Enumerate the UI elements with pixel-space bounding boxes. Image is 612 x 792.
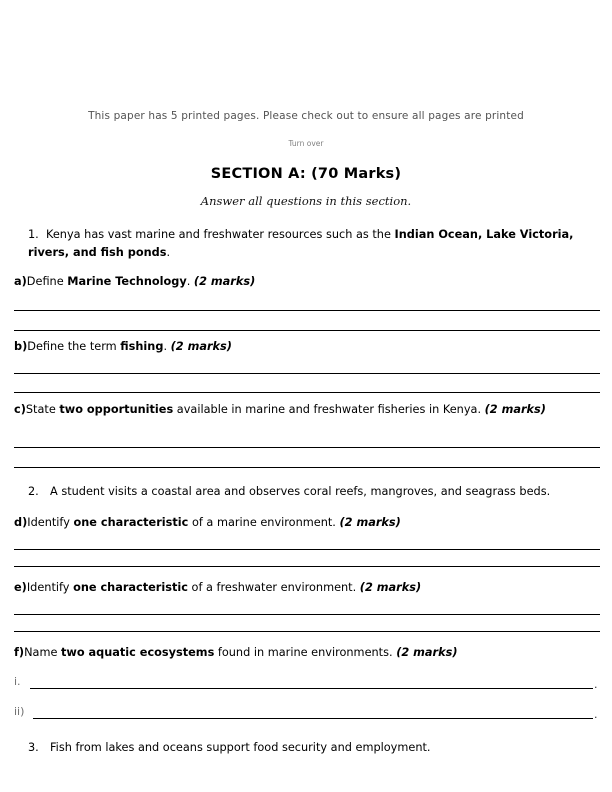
question-3-stem [28,739,586,757]
part-c-lead: State [25,403,60,416]
part-b-label: b) [14,340,28,353]
section-title: SECTION A: (70 Marks) [210,166,402,182]
part-e [14,581,421,594]
answer-line[interactable] [14,566,600,567]
blank-label-i: i. [14,675,21,688]
question-1-text-bold: Indian Ocean, Lake Victoria, rivers, and fish ponds [28,228,574,259]
part-a-lead: Define [26,275,68,288]
answer-line[interactable] [14,447,600,448]
answer-line[interactable] [14,467,600,468]
answer-line[interactable] [14,549,600,550]
answer-line[interactable] [14,373,600,374]
part-f-label: f) [14,646,25,659]
part-f [14,646,458,659]
part-c-label: c) [14,403,26,416]
question-1-stem [28,226,586,262]
part-b-marks: (2 marks) [170,340,232,353]
answer-line[interactable] [14,330,600,331]
part-f-lead: Name [24,646,61,659]
part-b-lead: Define the term [27,340,121,353]
part-a [14,275,255,288]
part-d-lead: Identify [27,516,74,529]
part-c-bold: two opportunities [59,403,174,416]
part-e-bold: one characteristic [73,581,188,594]
turn-over-note: Turn over [288,139,324,148]
part-a-label: a) [14,275,27,288]
answer-line-ii[interactable] [33,718,593,719]
part-d [14,516,401,529]
answer-line[interactable] [14,392,600,393]
section-instruction: Answer all questions in this section. [200,194,412,208]
question-1-text-lead: Kenya has vast marine and freshwater resources such as the [46,228,395,241]
part-f-bold: two aquatic ecosystems [61,646,215,659]
part-a-tail: . [186,275,194,288]
part-b [14,340,232,353]
part-b-bold: fishing [120,340,164,353]
part-c [14,403,546,416]
answer-line[interactable] [14,310,600,311]
blank-end-dot-ii: . [594,708,598,721]
part-a-bold: Marine Technology [67,275,187,288]
part-f-tail: found in marine environments. [214,646,397,659]
question-3-number: 3. [28,741,39,754]
part-d-bold: one characteristic [73,516,189,529]
question-3-text-lead: Fish from lakes and oceans support food security and employment. [50,741,431,754]
part-b-tail: . [163,340,171,353]
part-e-tail: of a freshwater environment. [187,581,360,594]
answer-line[interactable] [14,631,600,632]
part-d-label: d) [14,516,28,529]
blank-label-ii: ii) [14,705,25,718]
part-e-lead: Identify [26,581,74,594]
part-e-marks: (2 marks) [359,581,422,594]
question-2-number: 2. [28,485,39,498]
question-1-number: 1. [28,228,39,241]
printed-pages-note: This paper has 5 printed pages. Please check out to ensure all pages are printed [88,110,524,122]
part-f-marks: (2 marks) [396,646,458,659]
part-e-label: e) [14,581,27,594]
part-c-marks: (2 marks) [484,403,546,416]
answer-line-i[interactable] [30,688,593,689]
question-2-text-lead: A student visits a coastal area and observes coral reefs, mangroves, and seagrass beds. [50,485,551,498]
blank-end-dot-i: . [594,678,598,691]
part-d-tail: of a marine environment. [188,516,340,529]
part-a-marks: (2 marks) [193,275,256,288]
question-1-text-tail: . [166,246,171,259]
question-2-stem [28,483,586,501]
answer-line[interactable] [14,614,600,615]
part-d-marks: (2 marks) [339,516,401,529]
part-c-tail: available in marine and freshwater fisheries in Kenya. [173,403,485,416]
